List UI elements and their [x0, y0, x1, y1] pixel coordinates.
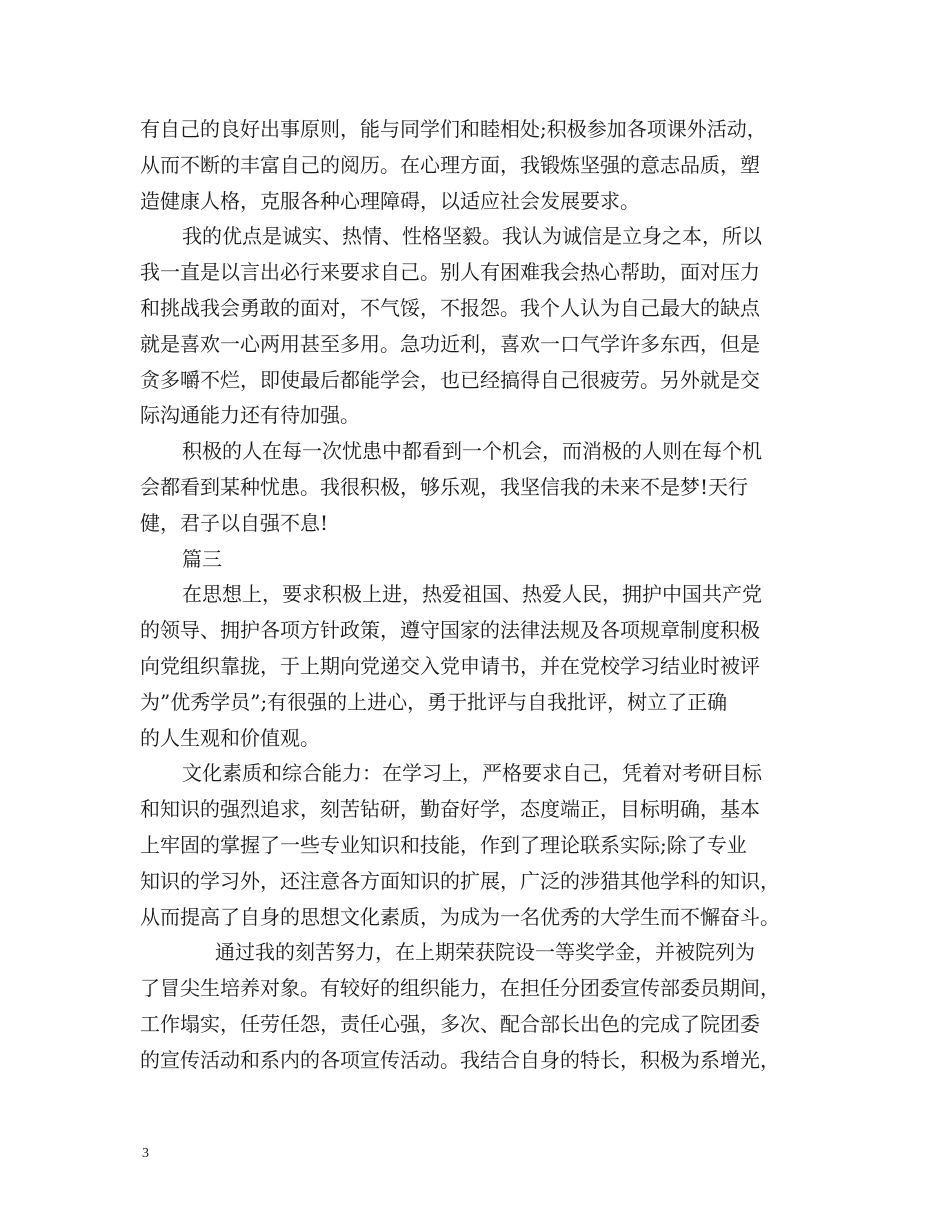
text-line: 有自己的良好出事原则，能与同学们和睦相处;积极参加各项课外活动，: [140, 117, 767, 141]
page-number: 3: [142, 1146, 149, 1161]
text-line: 从而提高了自身的思想文化素质，为成为一名优秀的大学生而不懈奋斗。: [140, 904, 780, 929]
text-line: 篇三: [182, 546, 222, 571]
text-line: 的人生观和价值观。: [140, 725, 320, 750]
text-line: 上牢固的掌握了一些专业知识和技能，作到了理论联系实际;除了专业: [140, 832, 747, 857]
text-line: 知识的学习外，还注意各方面知识的扩展，广泛的涉猎其他学科的知识，: [140, 868, 780, 893]
text-line: 从而不断的丰富自己的阅历。在心理方面，我锻炼坚强的意志品质，塑: [140, 152, 760, 177]
document-body: [140, 112, 820, 1079]
text-line: 就是喜欢一心两用甚至多用。急功近利，喜欢一口气学许多东西，但是: [140, 331, 760, 356]
text-line: 和知识的强烈追求，刻苦钻研，勤奋好学，态度端正，目标明确，基本: [140, 797, 760, 822]
text-line: 际沟通能力还有待加强。: [140, 403, 360, 428]
text-line: 在思想上，要求积极上进，热爱祖国、热爱人民，拥护中国共产党: [182, 582, 762, 607]
text-line: 和挑战我会勇敢的面对，不气馁，不报怨。我个人认为自己最大的缺点: [140, 295, 760, 320]
text-line: 健，君子以自强不息!: [140, 510, 329, 535]
text-line: 向党组织靠拢，于上期向党递交入党申请书，并在党校学习结业时被评: [140, 653, 760, 678]
text-line: 通过我的刻苦努力，在上期荣获院设一等奖学金，并被院列为: [215, 940, 755, 965]
text-line: 了冒尖生培养对象。有较好的组织能力，在担任分团委宣传部委员期间，: [140, 976, 780, 1001]
text-line: 工作塌实，任劳任怨，责任心强，多次、配合部长出色的完成了院团委: [140, 1011, 760, 1036]
text-line: 造健康人格，克服各种心理障碍，以适应社会发展要求。: [140, 188, 640, 213]
text-line: 的宣传活动和系内的各项宣传活动。我结合自身的特长，积极为系增光，: [140, 1047, 780, 1072]
text-line: 文化素质和综合能力：在学习上，严格要求自己，凭着对考研目标: [182, 761, 762, 786]
text-line: 我一直是以言出必行来要求自己。别人有困难我会热心帮助，面对压力: [140, 260, 760, 285]
text-line: 为”优秀学员”;有很强的上进心，勇于批评与自我批评，树立了正确: [140, 689, 728, 714]
text-line: 的领导、拥护各项方针政策，遵守国家的法律法规及各项规章制度积极: [140, 618, 760, 643]
text-line: 积极的人在每一次忧患中都看到一个机会，而消极的人则在每个机: [182, 439, 762, 464]
text-line: 会都看到某种忧患。我很积极，够乐观，我坚信我的未来不是梦!天行: [140, 474, 749, 499]
text-line: 我的优点是诚实、热情、性格坚毅。我认为诚信是立身之本，所以: [182, 224, 762, 249]
text-line: 贪多嚼不烂，即使最后都能学会，也已经搞得自己很疲劳。另外就是交: [140, 367, 760, 392]
